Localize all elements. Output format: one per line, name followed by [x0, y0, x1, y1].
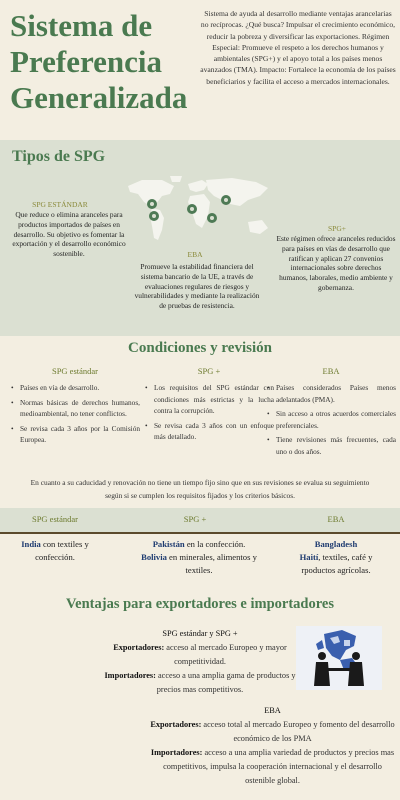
condicion-column-eba: [266, 366, 396, 461]
column-header: SPG estándar: [51, 366, 99, 376]
country-name: Bolivia: [141, 552, 167, 562]
text-importadores: acceso a una amplia variedad de productos y precios mas competitivos, impulsa la cooperación internacional y el desarrollo ostenible global.: [163, 748, 395, 786]
column-header: EBA: [322, 366, 340, 376]
ejemplo-spg-estandar: [20, 538, 90, 564]
column-header: SPG +: [197, 366, 221, 376]
label-importadores: Importadores:: [104, 671, 156, 681]
label-exportadores: Exportadores:: [150, 720, 202, 730]
map-pin-icon: [220, 194, 232, 206]
label-importadores: Importadores:: [150, 748, 203, 758]
list-item: • Se revisa cada 3 años con un enfoque más detallado.: [144, 420, 274, 443]
tipo-eba-name: EBA: [187, 250, 203, 259]
ejemplo-header-spg-estandar: SPG estándar: [31, 514, 79, 524]
list-item: • Se revisa cada 3 años por la Comisión Europea.: [10, 423, 140, 446]
handshake-europe-icon: [296, 626, 382, 690]
tipo-spg-estandar-name: SPG ESTÁNDAR: [32, 200, 88, 209]
condiciones-title: Condiciones y revisión: [128, 340, 272, 356]
ventajas-title: Ventajas para exportadores e importadores: [66, 596, 334, 612]
country-name: Pakistán: [152, 539, 185, 549]
ejemplo-spg-plus: [128, 538, 270, 577]
list-item: • Sin acceso a otros acuerdos comerciales preferenciales.: [266, 408, 396, 431]
tipo-spg-estandar-desc: Que reduce o elimina aranceles para productos importados de países en desarrollo. Su objetivo es fomentar la exportación y el desarrollo económico sostenible.: [12, 210, 126, 259]
list-item: • Países considerados Países menos adelantados (PMA).: [266, 382, 396, 405]
country-name: India: [21, 539, 41, 549]
world-map-icon: [122, 172, 282, 252]
country-detail: con textiles y confección.: [35, 539, 89, 562]
country-detail: , textiles, café y rpoductos agrícolas.: [301, 552, 373, 575]
map-pin-icon: [206, 212, 218, 224]
map-pin-icon: [186, 203, 198, 215]
list-item: • Tiene revisiones más frecuentes, cada uno o dos años.: [266, 434, 396, 457]
text-exportadores: acceso total al mercado Europeo y fomento del desarrollo económico de los PMA: [201, 720, 395, 744]
country-detail: en minerales, alimentos y textiles.: [166, 552, 257, 575]
tipo-spg-plus-name: SPG+: [328, 224, 346, 233]
list-item: • Los requisitos del SPG estándar con condiciones más estrictas y la lucha contra la corrupción.: [144, 382, 274, 417]
country-name: Haití: [299, 552, 319, 562]
country-detail: en la confección.: [184, 539, 246, 549]
map-pin-icon: [148, 210, 160, 222]
ejemplo-header-eba: EBA: [327, 514, 345, 524]
country-name: Bangladesh: [314, 539, 358, 549]
ejemplo-header-spg-plus: SPG +: [183, 514, 207, 524]
text-importadores: acceso a una amplia gama de productos y precios mas competitivos.: [155, 671, 296, 695]
intro-text: Sistema de ayuda al desarrollo mediante ventajas arancelarias no recíprocas. ¿Qué busca? Impulsar el crecimiento económico, reducir la pobreza y diversificar las exportaciones. Régimen Especial: Promueve el respeto a los derechos humanos y ambientales (SPG+) y el apoyo total a los países menos avanzados (TMA). Impacto: Fortalece la economía de los países beneficiarios y facilita el acceso a mercados internacionales.: [200, 9, 396, 86]
ventajas-block-heading: SPG estándar y SPG +: [162, 629, 238, 638]
ejemplo-eba: [284, 538, 388, 577]
condicion-column-spg-estandar: [10, 366, 140, 449]
condicion-column-spg-plus: [144, 366, 274, 446]
map-pin-icon: [146, 198, 158, 210]
list-item: • Normas básicas de derechos humanos, medioambiental, no tener conflictos.: [10, 397, 140, 420]
review-note: En cuanto a su caducidad y renovación no tiene un tiempo fijo sino que en sus revisiones se evalua su seguimiento según si se cumplen los requisitos fijados y los criterios básicos.: [30, 478, 370, 500]
tipo-eba-desc: Promueve la estabilidad financiera del sistema bancario de la UE, a través de evaluaciones regulares de riesgos y vulnerabilidades y mediante la realización de pruebas de resistencia.: [134, 262, 260, 311]
ventajas-spg-block: [100, 627, 300, 697]
tipos-title: Tipos de SPG: [12, 148, 106, 165]
ventajas-block-heading: EBA: [264, 706, 281, 715]
list-item: • Países en vía de desarrollo.: [10, 382, 140, 394]
page-title: Sistema de Preferencia Generalizada: [10, 8, 188, 115]
label-exportadores: Exportadores:: [113, 643, 165, 653]
text-exportadores: acceso al mercado Europeo y mayor competitividad.: [164, 643, 287, 667]
ventajas-eba-block: [150, 704, 395, 789]
tipo-spg-plus-desc: Este régimen ofrece aranceles reducidos para países en vías de desarrollo que ratifican y aplican 27 convenios internacionales sobre derechos humanos, laborales, medio ambiente y gobernanza.: [276, 234, 396, 292]
